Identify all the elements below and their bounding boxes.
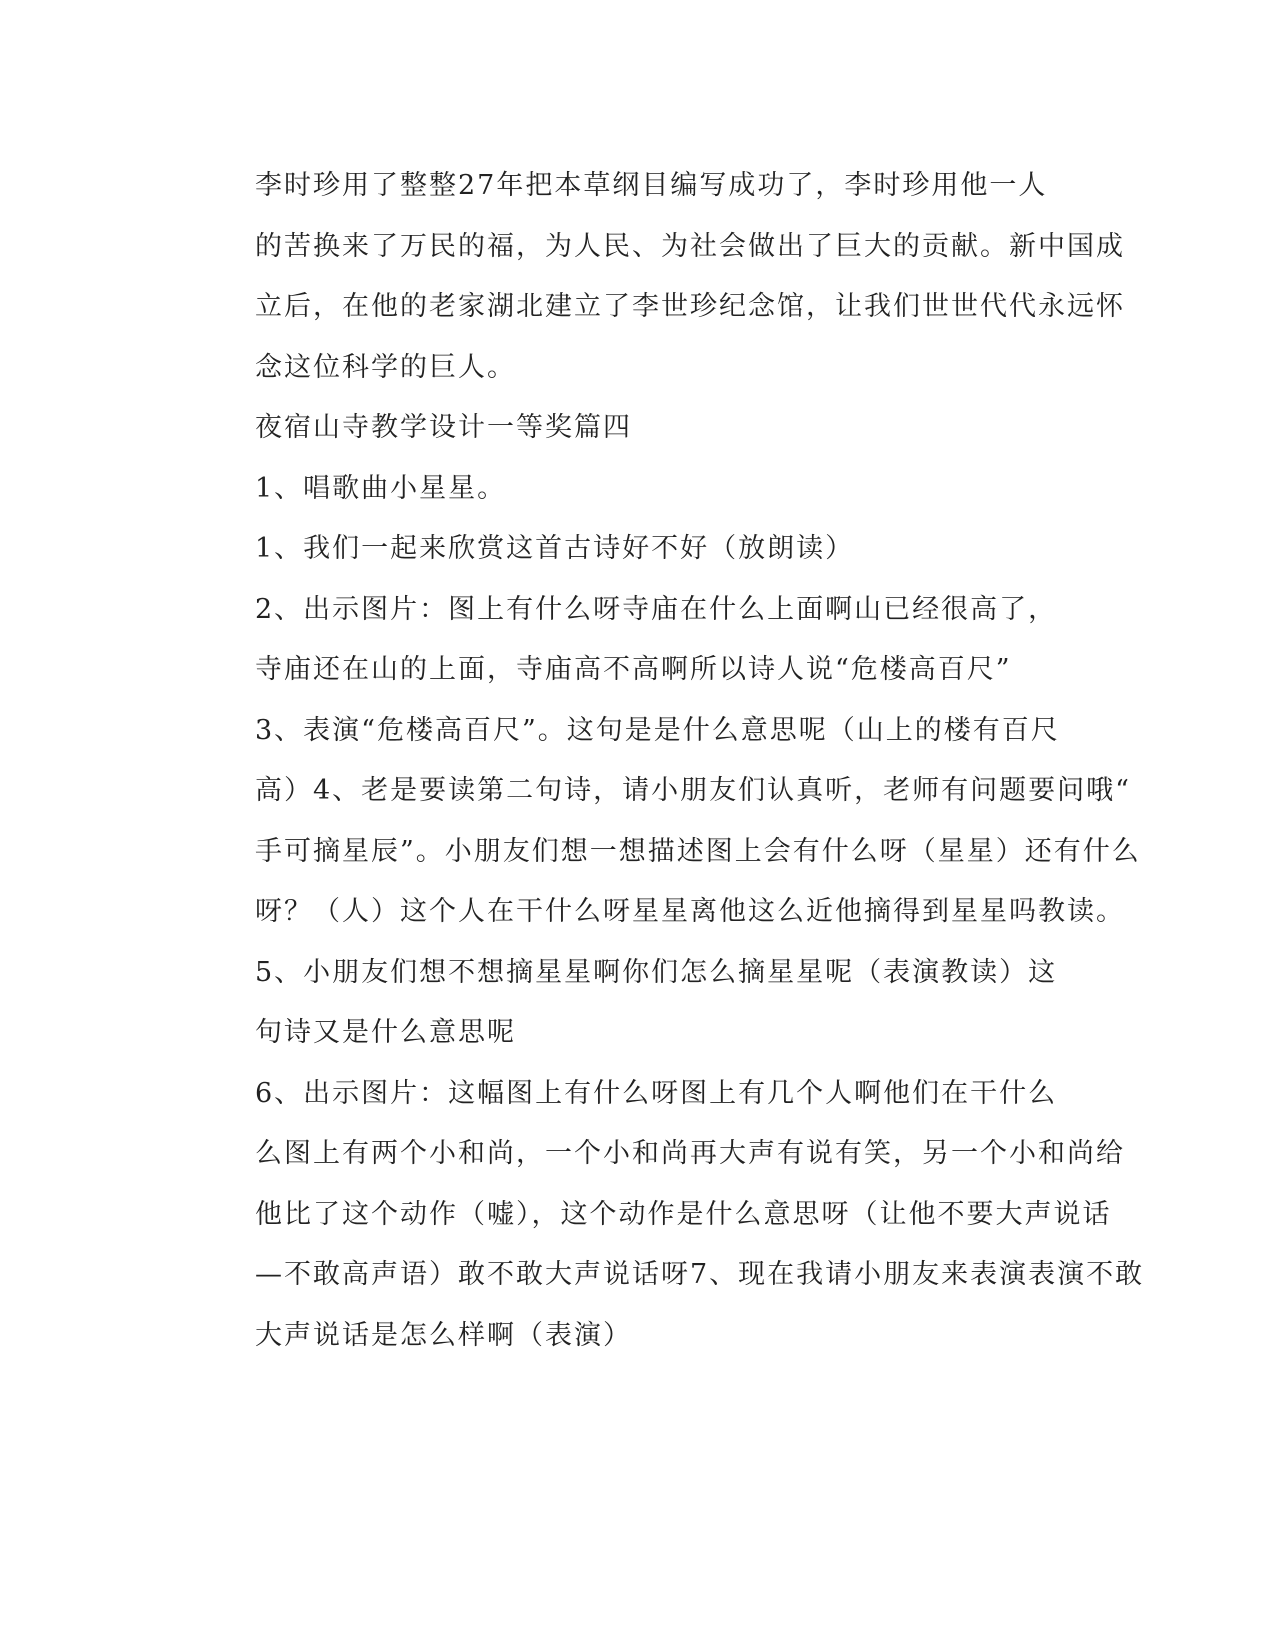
paragraph-step-sing — [185, 459, 1065, 520]
text-line: 手可摘星辰”。小朋友们想一想描述图上会有什么呀（星星）还有什么 — [255, 835, 1141, 867]
section-heading — [185, 398, 1065, 459]
text-line: 大声说话是怎么样啊（表演） — [255, 1319, 632, 1351]
paragraph-step-1 — [185, 519, 1065, 580]
text-line: 5、小朋友们想不想摘星星啊你们怎么摘星星呢（表演教读）这 — [255, 956, 1058, 988]
text-line: 寺庙还在山的上面，寺庙高不高啊所以诗人说“危楼高百尺” — [255, 654, 1012, 685]
paragraph-step-6-7 — [185, 1064, 1145, 1367]
text-line: 1、我们一起来欣赏这首古诗好不好（放朗读） — [255, 533, 855, 564]
text-line: 李时珍用了整整27年把本草纲目编写成功了，李时珍用他一人 — [255, 170, 1048, 201]
paragraph-step-3-4 — [185, 701, 1141, 943]
text-line: —不敢高声语）敢不敢大声说话呀7、现在我请小朋友来表演表演不敢 — [255, 1259, 1145, 1290]
text-line: 1、唱歌曲小星星。 — [255, 472, 507, 504]
document-body — [185, 156, 1145, 1366]
text-line: 念这位科学的巨人。 — [255, 351, 516, 383]
heading-line: 夜宿山寺教学设计一等奖篇四 — [255, 412, 632, 443]
paragraph-step-5 — [185, 943, 1065, 1064]
paragraph-li-shizhen — [185, 156, 1125, 398]
text-line: 呀？（人）这个人在干什么呀星星离他这么近他摘得到星星吗教读。 — [255, 896, 1125, 927]
text-line: 2、出示图片：图上有什么呀寺庙在什么上面啊山已经很高了， — [255, 593, 1058, 625]
text-line: 6、出示图片：这幅图上有什么呀图上有几个人啊他们在干什么 — [255, 1077, 1058, 1109]
paragraph-step-2 — [185, 580, 1065, 701]
text-line: 立后，在他的老家湖北建立了李世珍纪念馆，让我们世世代代永远怀 — [255, 291, 1125, 322]
text-line: 么图上有两个小和尚，一个小和尚再大声有说有笑，另一个小和尚给 — [255, 1138, 1125, 1169]
text-line: 3、表演“危楼高百尺”。这句是是什么意思呢（山上的楼有百尺 — [255, 714, 1060, 746]
text-line: 高）4、老是要读第二句诗，请小朋友们认真听，老师有问题要问哦“ — [255, 775, 1131, 806]
text-line: 句诗又是什么意思呢 — [255, 1017, 516, 1048]
text-line: 的苦换来了万民的福，为人民、为社会做出了巨大的贡献。新中国成 — [255, 230, 1125, 262]
text-line: 他比了这个动作（嘘），这个动作是什么意思呀（让他不要大声说话 — [255, 1198, 1112, 1230]
